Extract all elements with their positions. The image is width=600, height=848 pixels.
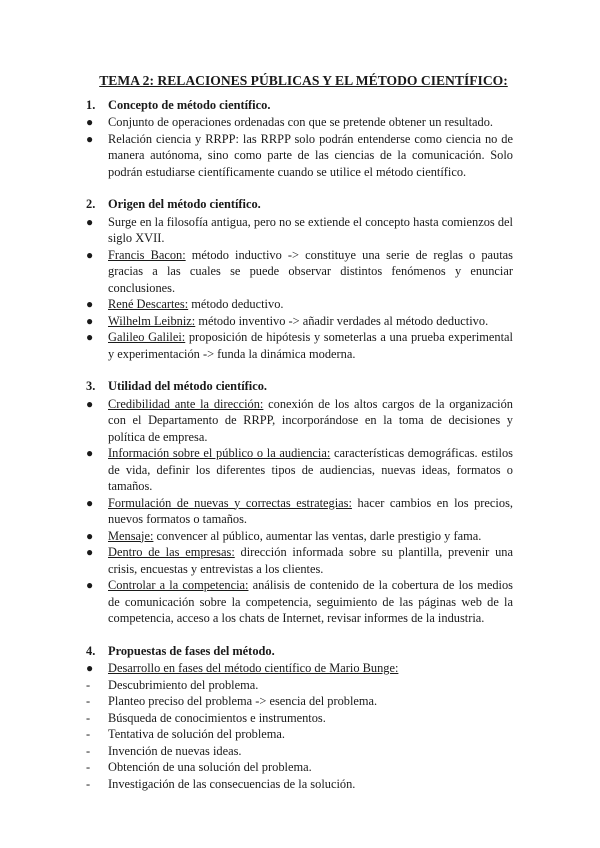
bullet-text: método inductivo -> constituye una serie de reglas o pautas gracias a las cuales se puede observar distintos fenómenos y enunciar conclusiones. (108, 247, 514, 295)
bullet-icon: ● (86, 131, 94, 146)
bullet-icon: ● (86, 661, 94, 675)
bullet-content (108, 495, 513, 528)
bullet-icon: ● (86, 297, 94, 311)
dash-marker: - (86, 727, 91, 741)
bullet-label: Galileo Galilei: (108, 330, 186, 344)
dash-item (86, 726, 513, 743)
dash-item-text: Invención de nuevas ideas. (108, 743, 242, 758)
section-3 (86, 378, 513, 627)
bullet-icon: ● (86, 115, 94, 129)
bullet-icon: ● (86, 545, 94, 559)
dash-item (86, 710, 513, 727)
bullet-text: características demográficas. estilos de vida, definir los diferentes tipos de audiencias, nuevas ideas, formatos o tamaños. (108, 446, 513, 493)
bullet-icon: ● (86, 247, 94, 262)
section-number: 3. (86, 379, 96, 393)
bullet-text: proposición de hipótesis y someterlas a una prueba experimental y experimentación -> funda la dinámica moderna. (108, 330, 513, 361)
bullet-content (108, 296, 513, 313)
document-title: TEMA 2: RELACIONES PÚBLICAS Y EL MÉTODO CIENTÍFICO: (99, 73, 508, 88)
bullet-item (86, 296, 513, 313)
section-number: 2. (86, 197, 96, 211)
bullet-label: Mensaje: (108, 528, 154, 543)
dash-marker: - (86, 776, 91, 791)
bullet-item (86, 214, 513, 247)
dash-item-text: Descubrimiento del problema. (108, 677, 259, 692)
bullet-label: Controlar a la competencia: (108, 578, 249, 592)
bullet-item (86, 396, 513, 446)
bullet-item (86, 329, 513, 362)
bullet-item (86, 114, 513, 131)
bullet-content (108, 214, 513, 247)
bullet-content (108, 544, 513, 577)
bullet-item (86, 660, 513, 677)
bullet-text: hacer cambios en los precios, nuevos formatos o tamaños. (108, 495, 513, 526)
section-heading-text: Concepto de método científico. (108, 97, 271, 112)
dash-marker: - (86, 677, 91, 692)
dash-item (86, 677, 513, 694)
bullet-item (86, 313, 513, 330)
bullet-label: Francis Bacon: (108, 247, 186, 262)
bullet-text: análisis de contenido de la cobertura de los medios de comunicación sobre la competencia, seguimiento de las páginas web de la competencia, acceso a los chats de Internet, revisar informes de la industria. (108, 578, 513, 625)
section-heading (86, 196, 513, 213)
bullet-icon: ● (86, 313, 94, 328)
bullet-item (86, 247, 513, 297)
section-heading (86, 378, 513, 395)
section-number: 4. (86, 643, 96, 658)
section-heading-text: Origen del método científico. (108, 197, 261, 211)
section-number: 1. (86, 97, 96, 112)
bullet-label: Formulación de nuevas y correctas estrategias: (108, 495, 352, 510)
dash-item-text: Obtención de una solución del problema. (108, 760, 312, 774)
bullet-text: Relación ciencia y RRPP: las RRPP solo podrán entenderse como ciencia no de manera autónoma, sino como parte de las ciencias de la comunicación. Solo podrán estudiarse científicamente cuando se utilice el método científico. (108, 131, 513, 179)
bullet-content (108, 396, 513, 446)
bullet-item (86, 528, 513, 545)
bullet-text: convencer al público, aumentar las ventas, darle prestigio y fama. (153, 528, 482, 543)
bullet-icon: ● (86, 214, 94, 229)
bullet-text: método deductivo. (188, 297, 284, 311)
bullet-icon: ● (86, 396, 94, 411)
bullet-icon: ● (86, 495, 94, 510)
dash-item-text: Planteo preciso del problema -> esencia del problema. (108, 694, 378, 708)
bullet-icon: ● (86, 330, 94, 344)
dash-item-text: Tentativa de solución del problema. (108, 727, 286, 741)
bullet-content (108, 247, 513, 297)
bullet-label: Credibilidad ante la dirección: (108, 396, 264, 411)
bullet-label: René Descartes: (108, 297, 189, 311)
section-1 (86, 97, 513, 181)
section-4 (86, 643, 513, 793)
dash-item (86, 693, 513, 710)
bullet-label: Desarrollo en fases del método científico de Mario Bunge: (108, 661, 399, 675)
bullet-label: Wilhelm Leibniz: (108, 313, 196, 328)
bullet-item (86, 495, 513, 528)
section-heading-text: Propuestas de fases del método. (108, 643, 275, 658)
bullet-text: dirección informada sobre su plantilla, prevenir una crisis, encuestas y entrevistas a los clientes. (108, 545, 513, 576)
dash-marker: - (86, 743, 91, 758)
bullet-item (86, 445, 513, 495)
bullet-text: Conjunto de operaciones ordenadas con que se pretende obtener un resultado. (108, 115, 494, 129)
dash-item-text: Búsqueda de conocimientos e instrumentos. (108, 710, 326, 725)
bullet-content (108, 577, 513, 627)
bullet-content (108, 528, 513, 545)
bullet-icon: ● (86, 528, 94, 543)
bullet-label: Información sobre el público o la audiencia: (108, 446, 331, 460)
bullet-text: método inventivo -> añadir verdades al método deductivo. (195, 313, 489, 328)
dash-marker: - (86, 710, 91, 725)
bullet-content (108, 445, 513, 495)
dash-item-text: Investigación de las consecuencias de la solución. (108, 776, 356, 791)
bullet-content (108, 131, 513, 181)
section-heading (86, 97, 513, 114)
bullet-icon: ● (86, 446, 94, 460)
bullet-item (86, 131, 513, 181)
bullet-item (86, 577, 513, 627)
dash-marker: - (86, 760, 91, 774)
sections-container (86, 97, 513, 793)
bullet-text: conexión de los altos cargos de la organización con el Departamento de RRPP, incorporándose en la toma de decisiones y política de empresa. (108, 396, 513, 444)
dash-item (86, 743, 513, 760)
section-heading-text: Utilidad del método científico. (108, 379, 267, 393)
section-heading (86, 643, 513, 660)
section-2 (86, 196, 513, 362)
bullet-content (108, 329, 513, 362)
bullet-content (108, 114, 513, 131)
dash-item (86, 776, 513, 793)
bullet-text: Surge en la filosofía antigua, pero no se extiende el concepto hasta comienzos del siglo XVII. (108, 214, 513, 245)
bullet-content (108, 660, 513, 677)
dash-marker: - (86, 694, 91, 708)
bullet-item (86, 544, 513, 577)
bullet-label: Dentro de las empresas: (108, 545, 235, 559)
bullet-content (108, 313, 513, 330)
bullet-icon: ● (86, 578, 94, 592)
dash-item (86, 759, 513, 776)
